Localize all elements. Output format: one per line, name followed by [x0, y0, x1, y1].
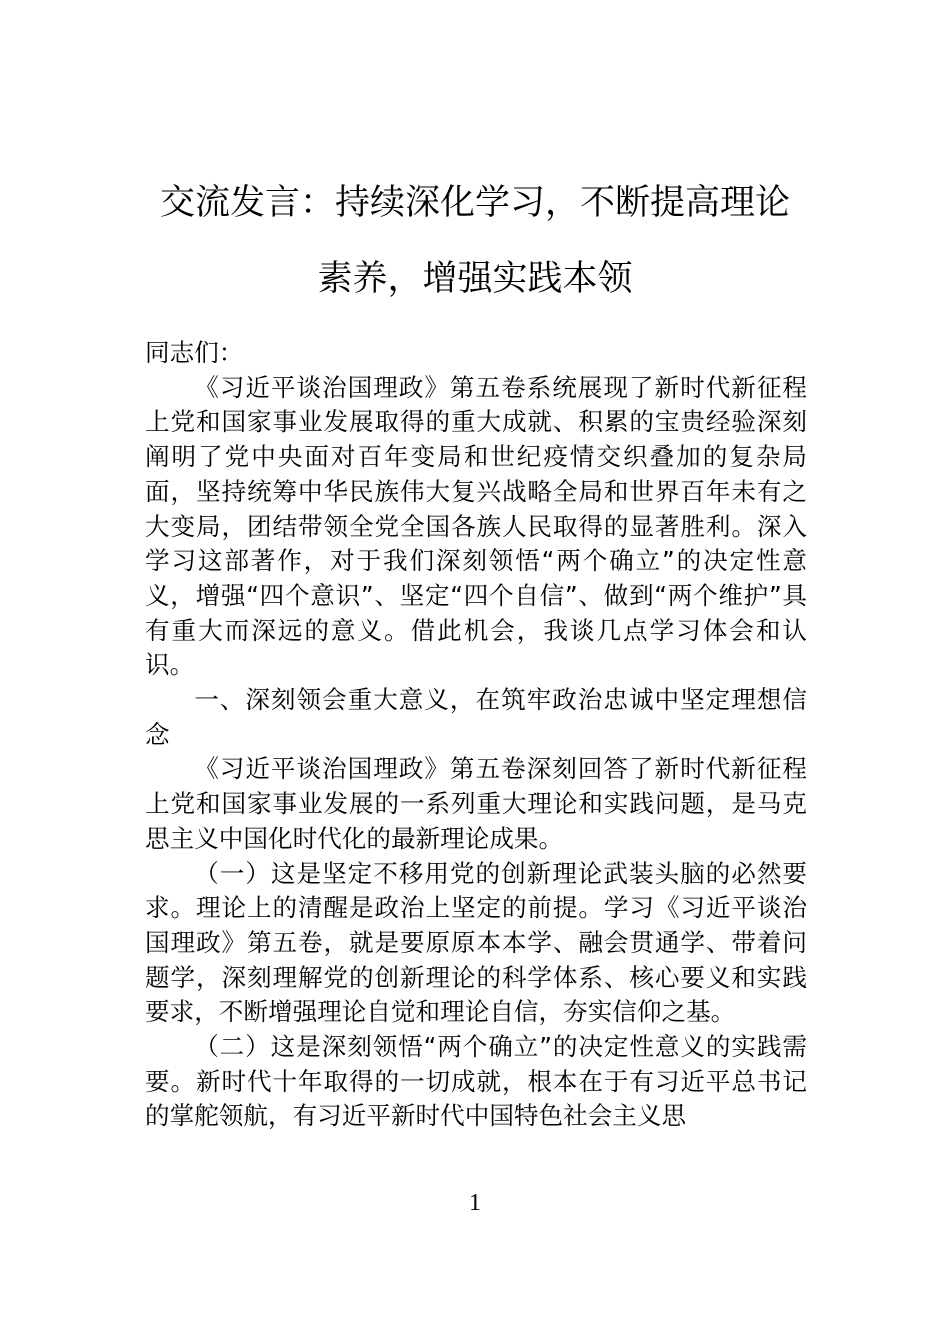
- paragraph-subsection-2: （二）这是深刻领悟“两个确立”的决定性意义的实践需要。新时代十年取得的一切成就，根本在于有习近平总书记的掌舵领航，有习近平新时代中国特色社会主义思: [145, 1032, 807, 1131]
- paragraph-intro: 《习近平谈治国理政》第五卷系统展现了新时代新征程上党和国家事业发展取得的重大成就、积累的宝贵经验深刻阐明了党中央面对百年变局和世纪疫情交织叠加的复杂局面，坚持统筹中华民族伟大复兴战略全局和世界百年未有之大变局，团结带领全党全国各族人民取得的显著胜利。深入学习这部著作，对于我们深刻领悟“两个确立”的决定性意义，增强“四个意识”、坚定“四个自信”、做到“两个维护”具有重大而深远的意义。借此机会，我谈几点学习体会和认识。: [145, 372, 807, 680]
- document-title: [140, 165, 810, 317]
- paragraph-subsection-1: （一）这是坚定不移用党的创新理论武装头脑的必然要求。理论上的清醒是政治上坚定的前提。学习《习近平谈治国理政》第五卷，就是要原原本本学、融会贯通学、带着问题学，深刻理解党的创新理论的科学体系、核心要义和实践要求，不断增强理论自觉和理论自信，夯实信仰之基。: [145, 858, 807, 1027]
- salutation: 同志们：: [145, 338, 244, 367]
- section-heading-1: 一、深刻领会重大意义，在筑牢政治忠诚中坚定理想信念: [145, 685, 807, 749]
- paragraph-section-1: 《习近平谈治国理政》第五卷深刻回答了新时代新征程上党和国家事业发展的一系列重大理论和实践问题，是马克思主义中国化时代化的最新理论成果。: [145, 754, 807, 853]
- title-line-1: 交流发言：持续深化学习，不断提高理论: [159, 183, 790, 223]
- page-number: 1: [469, 1190, 481, 1216]
- document-body: [145, 336, 807, 1134]
- title-line-2: 素养，增强实践本领: [317, 259, 633, 299]
